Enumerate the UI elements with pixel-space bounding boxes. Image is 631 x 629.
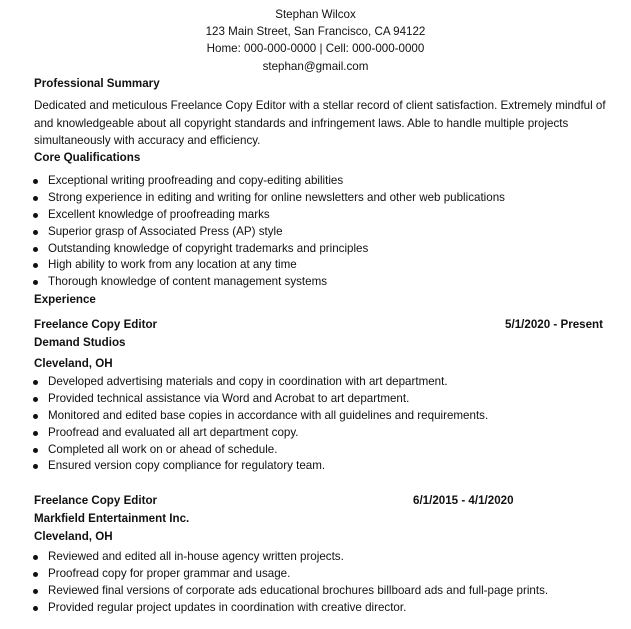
list-item-text: Developed advertising materials and copy in coordination with art department. <box>48 375 448 388</box>
list-item-text: Proofread copy for proper grammar and usage. <box>48 566 291 580</box>
job-title: Freelance Copy Editor <box>34 318 158 331</box>
job-dates: 6/1/2015 - 4/1/2020 <box>413 494 514 507</box>
bullet-icon <box>33 572 38 577</box>
list-item-text: Proofread and evaluated all art department copy. <box>48 425 299 439</box>
list-item-text: High ability to work from any location at any time <box>48 258 297 272</box>
list-item <box>0 566 548 583</box>
bullet-icon <box>33 448 38 453</box>
summary-text: Dedicated and meticulous Freelance Copy Editor with a stellar record of client satisfaction. Extremely mindful of and knowledgeable about all copyright standards and infringement laws. Able to handle multiple projects simultaneously with accuracy and efficiency. <box>34 99 606 147</box>
bullet-icon <box>33 606 38 611</box>
bullet-icon <box>33 589 38 594</box>
list-item-text: Excellent knowledge of proofreading marks <box>48 207 270 221</box>
summary-heading: Professional Summary <box>34 77 160 90</box>
list-item <box>0 190 505 207</box>
bullet-icon <box>33 196 38 201</box>
candidate-phones: Home: 000-000-0000 | Cell: 000-000-0000 <box>206 42 425 55</box>
bullet-icon <box>33 431 38 436</box>
qualifications-list <box>0 173 505 291</box>
list-item-text: Superior grasp of Associated Press (AP) style <box>48 224 283 238</box>
list-item-text: Thorough knowledge of content management systems <box>48 275 328 289</box>
list-item <box>0 600 548 617</box>
bullet-icon <box>33 263 38 268</box>
list-item <box>0 391 488 408</box>
bullet-icon <box>33 179 38 184</box>
bullet-icon <box>33 280 38 285</box>
list-item-text: Monitored and edited base copies in accordance with all guidelines and requirements. <box>48 408 489 422</box>
list-item <box>0 583 548 600</box>
job-location: Cleveland, OH <box>34 530 113 543</box>
job-title: Freelance Copy Editor <box>34 494 158 507</box>
list-item-text: Reviewed final versions of corporate ads educational brochures billboard ads and full-page prints. <box>48 583 549 597</box>
list-item-text: Outstanding knowledge of copyright trademarks and principles <box>48 241 369 255</box>
list-item-text: Exceptional writing proofreading and copy-editing abilities <box>48 174 344 187</box>
job-responsibilities <box>0 549 548 617</box>
qualifications-heading: Core Qualifications <box>34 151 141 164</box>
list-item <box>0 257 505 274</box>
list-item <box>0 408 488 425</box>
bullet-icon <box>33 397 38 402</box>
list-item <box>0 374 488 391</box>
list-item <box>0 224 505 241</box>
job-company: Markfield Entertainment Inc. <box>34 512 190 525</box>
list-item <box>0 173 505 190</box>
bullet-icon <box>33 247 38 252</box>
list-item <box>0 274 505 291</box>
job-company: Demand Studios <box>34 336 126 349</box>
list-item-text: Completed all work on or ahead of schedule. <box>48 442 278 456</box>
list-item-text: Provided regular project updates in coordination with creative director. <box>48 600 407 614</box>
bullet-icon <box>33 380 38 385</box>
list-item-text: Strong experience in editing and writing for online newsletters and other web publications <box>48 190 505 204</box>
list-item <box>0 549 548 566</box>
list-item-text: Ensured version copy compliance for regulatory team. <box>48 459 326 473</box>
experience-heading: Experience <box>34 293 96 306</box>
list-item-text: Provided technical assistance via Word and Acrobat to art department. <box>48 391 410 405</box>
job-responsibilities <box>0 374 488 475</box>
list-item <box>0 425 488 442</box>
bullet-icon <box>33 414 38 419</box>
candidate-email: stephan@gmail.com <box>262 60 369 73</box>
list-item <box>0 442 488 459</box>
bullet-icon <box>33 213 38 218</box>
job-dates: 5/1/2020 - Present <box>505 318 603 331</box>
candidate-address: 123 Main Street, San Francisco, CA 94122 <box>205 25 426 38</box>
list-item <box>0 241 505 258</box>
bullet-icon <box>33 555 38 560</box>
list-item <box>0 458 488 475</box>
bullet-icon <box>33 230 38 235</box>
candidate-name: Stephan Wilcox <box>275 8 356 21</box>
bullet-icon <box>33 464 38 469</box>
job-location: Cleveland, OH <box>34 357 113 370</box>
list-item <box>0 207 505 224</box>
list-item-text: Reviewed and edited all in-house agency written projects. <box>48 550 344 563</box>
